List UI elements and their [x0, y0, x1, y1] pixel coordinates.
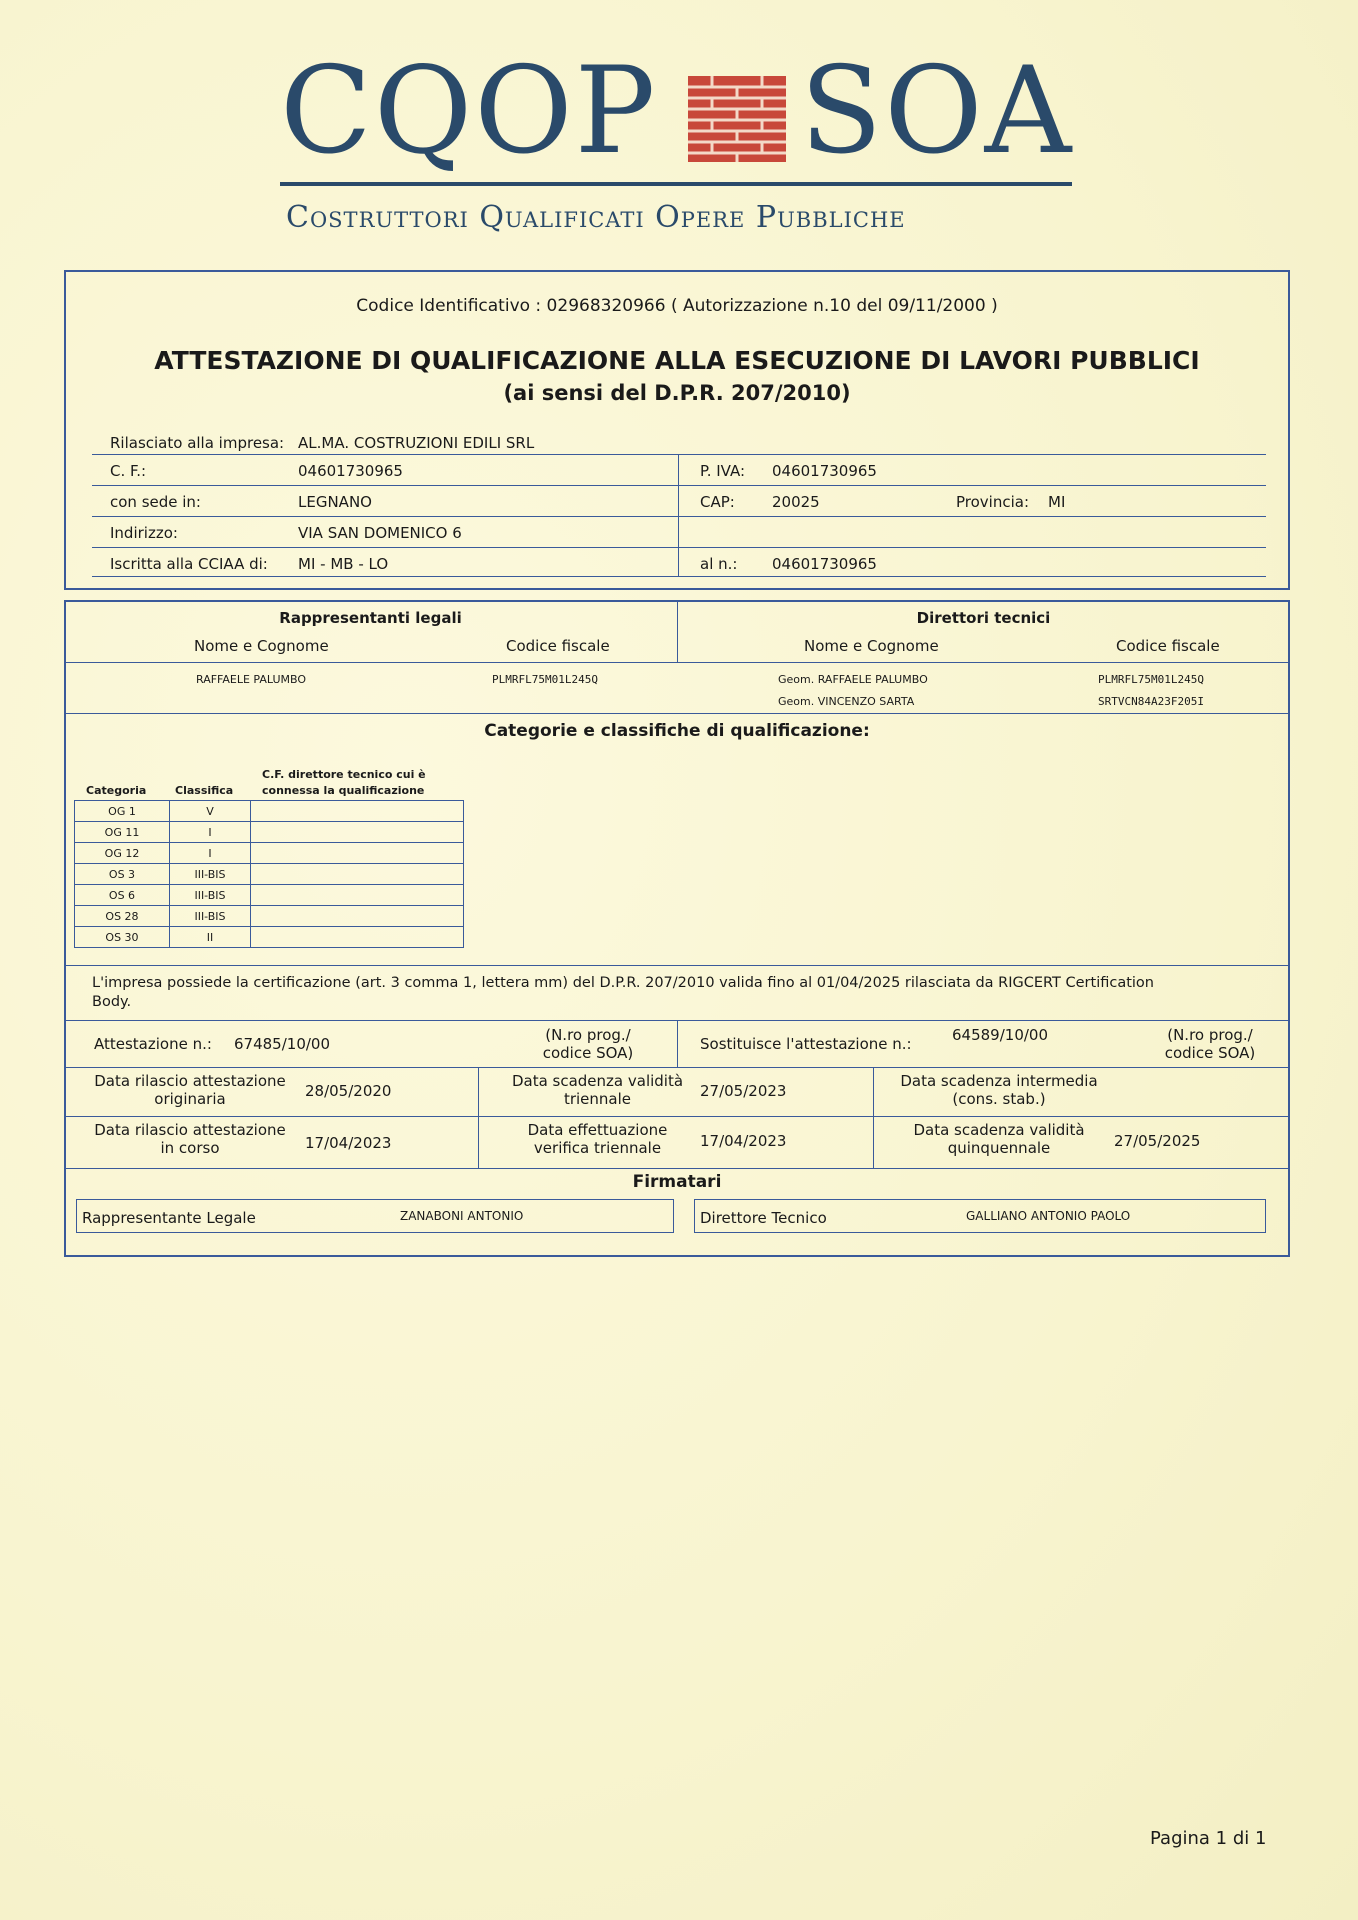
classifica-cell: II	[170, 927, 251, 948]
categoria-cell: OG 12	[75, 843, 170, 864]
certificazione-line1: L'impresa possiede la certificazione (art. 3 comma 1, lettera mm) del D.P.R. 207/2010 valida fino al 01/04/2025 rilasciata da RIGCERT Certification	[92, 975, 1154, 991]
cf-cell	[251, 801, 464, 822]
certificazione-line2: Body.	[92, 994, 132, 1010]
aln-value: 04601730965	[772, 555, 877, 573]
nro-prog-2: codice SOA)	[542, 1044, 634, 1062]
document-title: ATTESTAZIONE DI QUALIFICAZIONE ALLA ESECUZIONE DI LAVORI PUBBLICI	[154, 346, 1200, 375]
rilasciato-value: AL.MA. COSTRUZIONI EDILI SRL	[298, 434, 535, 452]
provincia-label: Provincia:	[956, 493, 1030, 511]
row-divider	[64, 1168, 1290, 1169]
sostituisce-label: Sostituisce l'attestazione n.:	[700, 1035, 912, 1053]
codice-identificativo: Codice Identificativo : 02968320966 ( Autorizzazione n.10 del 09/11/2000 )	[356, 296, 998, 316]
verif-label-1: Data effettuazione	[527, 1121, 668, 1139]
col-cf-header-2: connessa la qualificazione	[262, 784, 425, 797]
document-subtitle: (ai sensi del D.P.R. 207/2010)	[503, 381, 851, 405]
scad-tri-label-1: Data scadenza validità	[511, 1072, 684, 1090]
table-row	[75, 801, 464, 822]
categoria-cell: OS 6	[75, 885, 170, 906]
aln-label: al n.:	[700, 555, 738, 573]
cqop-soa-logo	[280, 42, 1080, 252]
ril-corso-label-1: Data rilascio attestazione	[94, 1121, 286, 1139]
col-categoria-header: Categoria	[86, 784, 147, 797]
column-divider	[873, 1067, 874, 1168]
column-divider	[678, 454, 679, 576]
nro-prog-1: (N.ro prog./	[1167, 1026, 1253, 1044]
sostituisce-value: 64589/10/00	[952, 1026, 1048, 1044]
categoria-cell: OG 1	[75, 801, 170, 822]
table-row	[75, 927, 464, 948]
row-divider	[64, 1067, 1290, 1068]
table-row	[75, 864, 464, 885]
direttore-nome: Geom. VINCENZO SARTA	[778, 695, 915, 708]
row-divider	[64, 1116, 1290, 1117]
col-classifica-header: Classifica	[175, 784, 234, 797]
logo-text-left: CQOP	[280, 42, 658, 181]
cf-cell	[251, 885, 464, 906]
scad-int-label-1: Data scadenza intermedia	[900, 1072, 1098, 1090]
rappresentanti-title: Rappresentanti legali	[279, 609, 462, 627]
row-divider	[92, 485, 1266, 486]
cf-cell	[251, 822, 464, 843]
column-divider	[677, 1020, 678, 1067]
rappresentante-cf: PLMRFL75M01L245Q	[492, 673, 598, 686]
table-row	[75, 906, 464, 927]
col-cf-header-1: C.F. direttore tecnico cui è	[262, 768, 426, 781]
cf-cell	[251, 864, 464, 885]
direttori-title: Direttori tecnici	[916, 609, 1051, 627]
cap-value: 20025	[772, 493, 820, 511]
logo-divider	[280, 182, 1072, 186]
rappresentanti-col-nome: Nome e Cognome	[194, 637, 329, 655]
ril-orig-label-1: Data rilascio attestazione	[94, 1072, 286, 1090]
firma-rappresentante-value: ZANABONI ANTONIO	[400, 1209, 524, 1223]
cf-label: C. F.:	[110, 462, 147, 480]
cf-cell	[251, 906, 464, 927]
attestazione-label: Attestazione n.:	[94, 1035, 212, 1053]
cciaa-value: MI - MB - LO	[298, 555, 389, 573]
classifica-cell: III-BIS	[170, 906, 251, 927]
cf-cell	[251, 927, 464, 948]
row-divider	[92, 516, 1266, 517]
sede-value: LEGNANO	[298, 493, 372, 511]
categoria-cell: OS 28	[75, 906, 170, 927]
cf-cell	[251, 843, 464, 864]
scad-quin-label-1: Data scadenza validità	[913, 1121, 1085, 1139]
direttori-col-nome: Nome e Cognome	[804, 637, 939, 655]
classifica-cell: III-BIS	[170, 864, 251, 885]
scad-tri-label-2: triennale	[563, 1090, 632, 1108]
attestazione-value: 67485/10/00	[234, 1035, 330, 1053]
column-divider	[478, 1067, 479, 1168]
categorie-title: Categorie e classifiche di qualificazione:	[484, 721, 870, 741]
direttori-col-cf: Codice fiscale	[1116, 637, 1220, 655]
indirizzo-label: Indirizzo:	[110, 524, 178, 542]
table-row	[75, 843, 464, 864]
header-box	[64, 270, 1290, 590]
verif-label-2: verifica triennale	[533, 1139, 662, 1157]
direttore-nome: Geom. RAFFAELE PALUMBO	[778, 673, 928, 686]
categoria-cell: OG 11	[75, 822, 170, 843]
nro-prog-2: codice SOA)	[1164, 1044, 1256, 1062]
scad-tri-value: 27/05/2023	[700, 1082, 787, 1100]
direttore-cf: SRTVCN84A23F205I	[1098, 695, 1204, 708]
classifica-cell: I	[170, 822, 251, 843]
table-row	[75, 885, 464, 906]
verif-value: 17/04/2023	[700, 1132, 787, 1150]
rappresentanti-col-cf: Codice fiscale	[506, 637, 610, 655]
row-divider	[64, 713, 1290, 714]
row-divider	[64, 965, 1290, 966]
nro-prog-1: (N.ro prog./	[545, 1026, 631, 1044]
firma-direttore-value: GALLIANO ANTONIO PAOLO	[966, 1209, 1131, 1223]
logo-text-right: SOA	[800, 42, 1074, 181]
provincia-value: MI	[1048, 493, 1066, 511]
scad-int-label-2: (cons. stab.)	[952, 1090, 1046, 1108]
sede-label: con sede in:	[110, 493, 201, 511]
piva-value: 04601730965	[772, 462, 877, 480]
categoria-cell: OS 30	[75, 927, 170, 948]
cciaa-label: Iscritta alla CCIAA di:	[110, 555, 268, 573]
row-divider	[92, 454, 1266, 455]
row-divider	[92, 576, 1266, 577]
classifica-cell: I	[170, 843, 251, 864]
direttore-cf: PLMRFL75M01L245Q	[1098, 673, 1204, 686]
table-row	[75, 822, 464, 843]
indirizzo-value: VIA SAN DOMENICO 6	[298, 524, 462, 542]
firmatari-title: Firmatari	[632, 1172, 722, 1192]
row-divider	[64, 662, 1290, 663]
cf-value: 04601730965	[298, 462, 403, 480]
ril-corso-value: 17/04/2023	[305, 1134, 392, 1152]
firma-direttore-label: Direttore Tecnico	[700, 1209, 827, 1227]
classifica-cell: V	[170, 801, 251, 822]
categorie-table	[74, 800, 464, 948]
classifica-cell: III-BIS	[170, 885, 251, 906]
logo-subtitle: Costruttori Qualificati Opere Pubbliche	[286, 200, 906, 235]
cap-label: CAP:	[700, 493, 735, 511]
ril-orig-value: 28/05/2020	[305, 1082, 392, 1100]
categoria-cell: OS 3	[75, 864, 170, 885]
scad-quin-value: 27/05/2025	[1114, 1132, 1201, 1150]
firma-rappresentante-label: Rappresentante Legale	[82, 1209, 256, 1227]
row-divider	[92, 547, 1266, 548]
ril-corso-label-2: in corso	[160, 1139, 220, 1157]
ril-orig-label-2: originaria	[154, 1090, 226, 1108]
rappresentante-nome: RAFFAELE PALUMBO	[196, 673, 307, 686]
brick-icon	[688, 76, 786, 162]
piva-label: P. IVA:	[700, 462, 746, 480]
rilasciato-label: Rilasciato alla impresa:	[110, 434, 285, 452]
scad-quin-label-2: quinquennale	[947, 1139, 1051, 1157]
page-number: Pagina 1 di 1	[1150, 1828, 1267, 1849]
